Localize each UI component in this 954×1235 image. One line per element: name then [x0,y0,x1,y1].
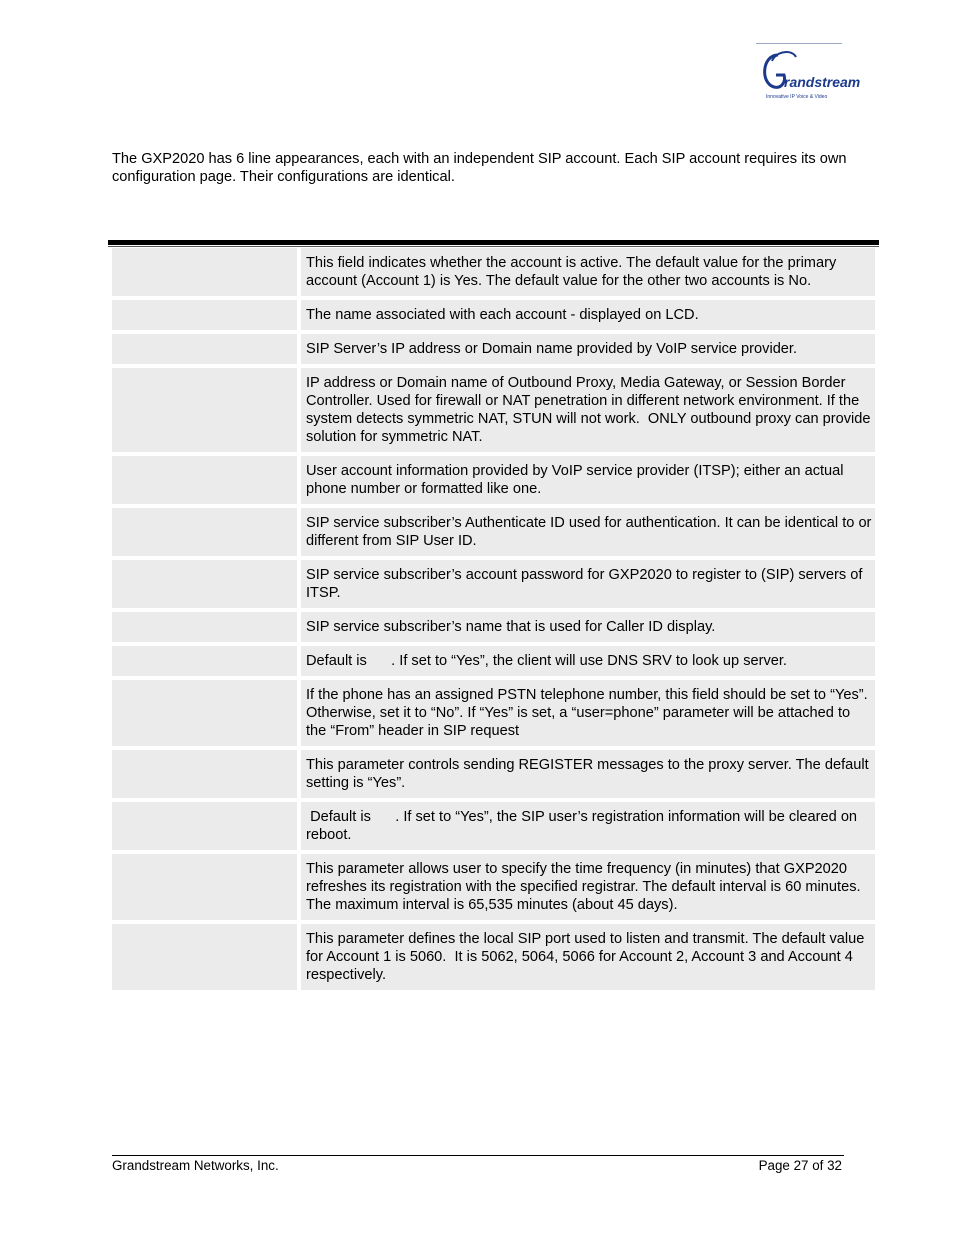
svg-text:randstream: randstream [784,74,861,90]
footer-company: Grandstream Networks, Inc. [112,1158,279,1173]
table-row [112,924,875,990]
field-name-cell [112,508,297,556]
field-description-cell: This parameter allows user to specify the time frequency (in minutes) that GXP2020 refreshes its registration with the specified registrar. The default interval is 60 minutes. The maximum interval is 65,535 minutes (about 45 days). [301,854,875,920]
table-row [112,368,875,452]
field-name-cell [112,680,297,746]
field-name-cell [112,750,297,798]
table-row [112,300,875,330]
logo-tagline: Innovative IP Voice & Video [766,94,828,100]
field-description-cell: SIP Server’s IP address or Domain name provided by VoIP service provider. [301,334,875,364]
footer-rule [112,1155,844,1156]
field-description-cell: This parameter defines the local SIP port used to listen and transmit. The default value for Account 1 is 5060. It is 5062, 5064, 5066 for Account 2, Account 3 and Account 4 respectively. [301,924,875,990]
table-row [112,456,875,504]
field-description-cell: SIP service subscriber’s name that is used for Caller ID display. [301,612,875,642]
field-description-cell: User account information provided by VoIP service provider (ITSP); either an actual phone number or formatted like one. [301,456,875,504]
field-name-cell [112,612,297,642]
field-description-cell: The name associated with each account - displayed on LCD. [301,300,875,330]
field-description-cell: Default is . If set to “Yes”, the SIP user’s registration information will be cleared on reboot. [301,802,875,850]
field-description-cell: SIP service subscriber’s account password for GXP2020 to register to (SIP) servers of ITSP. [301,560,875,608]
field-description-cell: Default is . If set to “Yes”, the client will use DNS SRV to look up server. [301,646,875,676]
field-name-cell [112,646,297,676]
field-name-cell [112,300,297,330]
table-row [112,334,875,364]
field-name-cell [112,854,297,920]
field-description-cell: This parameter controls sending REGISTER messages to the proxy server. The default setting is “Yes”. [301,750,875,798]
table-top-rule [108,240,879,245]
field-description-cell: If the phone has an assigned PSTN telephone number, this field should be set to “Yes”. Otherwise, set it to “No”. If “Yes” is set, a “user=phone” parameter will be attached to the “From” header in SIP request [301,680,875,746]
field-name-cell [112,560,297,608]
table-row [112,680,875,746]
table-row [112,612,875,642]
table-row [112,508,875,556]
footer-page-number: Page 27 of 32 [758,1158,842,1173]
field-description-cell: This field indicates whether the account is active. The default value for the primary account (Account 1) is Yes. The default value for the other two accounts is No. [301,248,875,296]
grandstream-logo [756,43,861,103]
table-row [112,646,875,676]
table-row [112,854,875,920]
field-name-cell [112,248,297,296]
table-row [112,560,875,608]
intro-paragraph: The GXP2020 has 6 line appearances, each with an independent SIP account. Each SIP account requires its own configuration page. Their configurations are identical. [112,151,847,185]
table-row [112,248,875,296]
field-description-cell: IP address or Domain name of Outbound Proxy, Media Gateway, or Session Border Controller. Used for firewall or NAT penetration in different network environment. If the system detects symmetric NAT, STUN will not work. ONLY outbound proxy can provide solution for symmetric NAT. [301,368,875,452]
account-settings-table [112,248,875,994]
table-row [112,750,875,798]
table-row [112,802,875,850]
field-description-cell: SIP service subscriber’s Authenticate ID used for authentication. It can be identical to or different from SIP User ID. [301,508,875,556]
field-name-cell [112,368,297,452]
field-name-cell [112,456,297,504]
field-name-cell [112,334,297,364]
table-top-rule-thin [108,246,879,247]
field-name-cell [112,924,297,990]
field-name-cell [112,802,297,850]
